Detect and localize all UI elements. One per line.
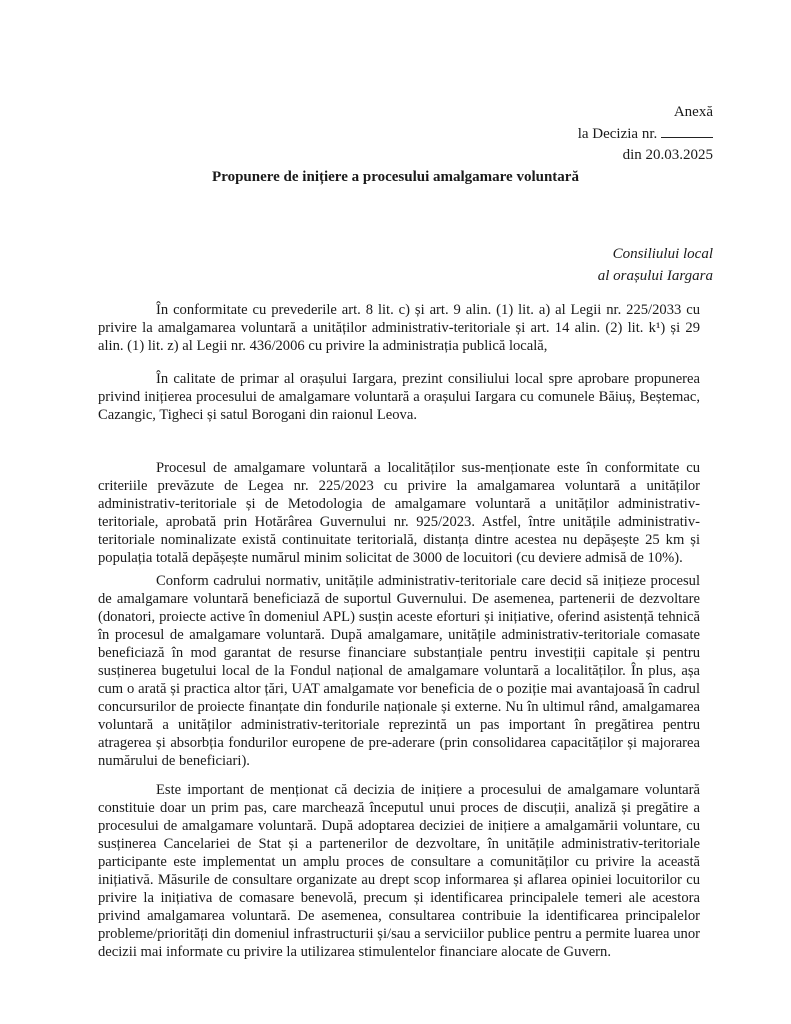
annex-header — [578, 102, 713, 166]
decision-number-line — [578, 123, 713, 145]
paragraph-consultation — [98, 781, 700, 961]
paragraph-text: Procesul de amalgamare voluntară a localităților sus-menționate este în conformitate cu criteriile prevăzute de Legea nr. 225/2023 cu privire la amalgamarea voluntară a unităților administrativ-teritoriale și de Metodologia de amalgamare voluntară a unităților administrativ-teritoriale, aprobată prin Hotărârea Guvernului nr. 925/2023. Astfel, între unitățile administrativ-teritoriale nominalizate există continuitate teritorială, distanța dintre acestea nu depășește 25 km și populația totală depășește numărul minim solicitat de 3000 de locuitori (cu deviere admisă de 10%). — [98, 460, 700, 566]
document-title: Propunere de inițiere a procesului amalgamare voluntară — [212, 169, 579, 185]
decision-number-blank — [661, 123, 713, 138]
paragraph-text: Conform cadrului normativ, unitățile administrativ-teritoriale care decid să inițieze procesul de amalgamare voluntară beneficiază de suportul Guvernului. De asemenea, partenerii de dezvoltare (donatori, proiecte active în domeniul APL) susțin aceste eforturi și inițiative, oferind asistență tehnică în procesul de amalgamare voluntară. După amalgamare, unitățile administrativ-teritoriale comasate beneficiază în mod garantat de resurse financiare substanțiale pentru investiții capitale și pentru susținerea bugetului local de la Fondul național de amalgamare voluntară a localităților. În plus, așa cum o arată și practica altor țări, UAT amalgamate vor beneficia de o poziție mai avantajoasă în cadrul concursurilor de proiecte finanțate din fondurile naționale și externe. Nu în ultimul rând, amalgamarea voluntară a unităților administrativ-teritoriale reprezintă un pas important în pregătirea pentru atragerea și absorbția fondurilor europene de pre-aderare (prin consolidarea capacităților și majorarea numărului de beneficiari). — [98, 573, 700, 769]
paragraph-criteria — [98, 459, 700, 567]
paragraph-text: În conformitate cu prevederile art. 8 lit. c) și art. 9 alin. (1) lit. a) al Legii nr. 225/2033 cu privire la amalgamarea voluntară a unităților administrativ-teritoriale și art. 14 alin. (2) lit. k¹) și 29 alin. (1) lit. z) al Legii nr. 436/2006 cu privire la administrația publică locală, — [98, 302, 700, 354]
decision-number-label: la Decizia nr. — [577, 126, 658, 142]
addressee-line-2: al orașului Iargara — [597, 268, 713, 284]
paragraph-text: În calitate de primar al orașului Iargara, prezint consiliului local spre aprobare propunerea privind inițierea procesului de amalgamare voluntară a orașului Iargara cu comunele Băiuș, Beștemac, Cazangic, Tigheci și satul Borogani din raionul Leova. — [98, 371, 700, 423]
paragraph-benefits — [98, 572, 700, 770]
paragraph-text: Este important de menționat că decizia de inițiere a procesului de amalgamare voluntară constituie doar un prim pas, care marchează începutul unui proces de discuții, analiză și pregătire a procesului de amalgamare voluntară. După adoptarea deciziei de inițiere a amalgamării voluntare, cu susținerea Cancelariei de Stat și a partenerilor de dezvoltare, în unitățile administrativ-teritoriale participante este implementat un amplu proces de consultare a comunităților cu privire la această inițiativă. Măsurile de consultare organizate au drept scop informarea și aflarea opiniei locuitorilor cu privire la inițiativa de comasare benevolă, precum și identificarea principalele temeri ale acestora privind amalgamarea voluntară. De asemenea, consultarea contribuie la identificarea principalelor probleme/priorități din domeniul infrastructurii și/sau a serviciilor publice pentru a permite luarea unor decizii mai informate cu privire la utilizarea stimulentelor financiare alocate de Guvern. — [98, 782, 700, 960]
decision-date: din 20.03.2025 — [622, 147, 713, 163]
annex-label: Anexă — [673, 104, 713, 120]
addressee — [598, 243, 713, 287]
paragraph-legal-basis — [98, 301, 700, 355]
paragraph-proposal — [98, 370, 700, 424]
addressee-line-1: Consiliului local — [612, 246, 713, 262]
